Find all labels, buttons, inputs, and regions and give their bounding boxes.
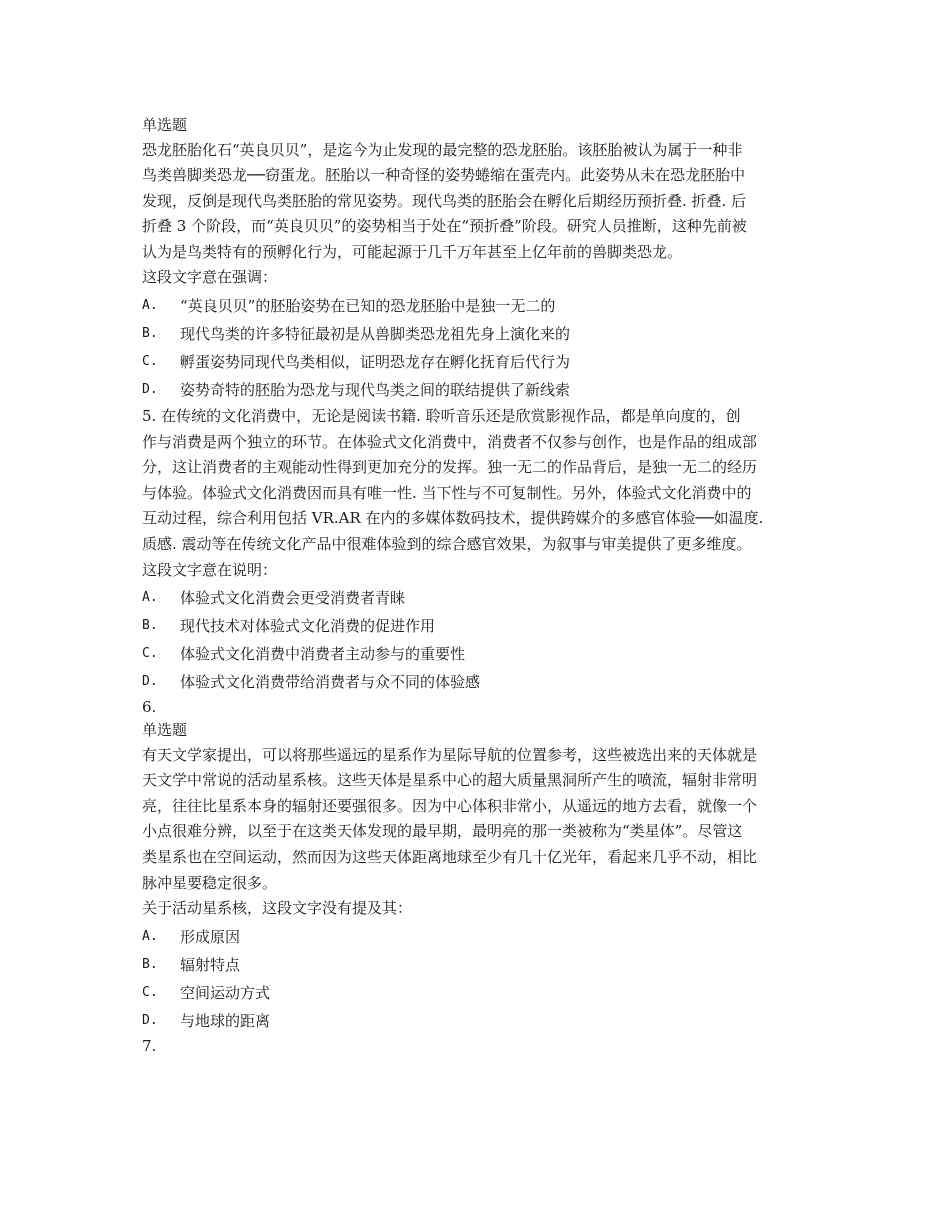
- passage-line: 恐龙胚胎化石“英良贝贝”，是迄今为止发现的最完整的恐龙胚胎。该胚胎被认为属于一种非: [142, 140, 743, 159]
- option-text: 现代技术对体验式文化消费的促进作用: [180, 617, 436, 636]
- option-letter: D.: [142, 381, 158, 397]
- option-c[interactable]: [142, 979, 822, 1007]
- passage-line: 亮，往往比星系本身的辐射还要强很多。因为中心体积非常小，从遥远的地方去看，就像一个: [142, 796, 758, 815]
- option-letter: C.: [142, 984, 158, 1000]
- option-text: 辐射特点: [180, 955, 241, 974]
- option-text: 现代鸟类的许多特征最初是从兽脚类恐龙祖先身上演化来的: [180, 324, 571, 343]
- question-prompt: 这段文字意在说明：: [142, 560, 278, 579]
- question-block-7: [142, 1035, 822, 1057]
- option-list: [142, 584, 822, 696]
- option-letter: A.: [142, 297, 158, 313]
- option-letter: C.: [142, 646, 158, 662]
- passage-line: 折叠 3 个阶段，而“英良贝贝”的姿势相当于处在“预折叠”阶段。研究人员推断，这种先前被: [142, 217, 747, 236]
- option-text: 体验式文化消费会更受消费者青睐: [180, 589, 406, 608]
- option-text: 形成原因: [180, 927, 241, 946]
- option-b[interactable]: [142, 320, 822, 348]
- option-text: 空间运动方式: [180, 983, 271, 1002]
- question-passage: [142, 743, 822, 897]
- option-list: [142, 923, 822, 1035]
- passage-line: 类星系也在空间运动，然而因为这些天体距离地球至少有几十亿光年，看起来几乎不动，相比: [142, 847, 758, 866]
- passage-line: 鸟类兽脚类恐龙──窃蛋龙。胚胎以一种奇怪的姿势蜷缩在蛋壳内。此姿势从未在恐龙胚胎中: [142, 166, 746, 185]
- option-letter: D.: [142, 1012, 158, 1028]
- passage-line: 质感. 震动等在传统文化产品中很难体验到的综合感官效果，为叙事与审美提供了更多维度。: [142, 534, 752, 553]
- question-number: 6.: [142, 698, 157, 717]
- question-type-label: 单选题: [142, 116, 188, 134]
- passage-line: 脉冲星要稳定很多。: [142, 873, 278, 892]
- question-passage: [142, 138, 822, 266]
- option-letter: C.: [142, 353, 158, 369]
- question-prompt: 这段文字意在强调：: [142, 268, 278, 287]
- option-text: 孵蛋姿势同现代鸟类相似，证明恐龙存在孵化抚育后代行为: [180, 352, 571, 371]
- passage-line: 天文学中常说的活动星系核。这些天体是星系中心的超大质量黑洞所产生的喷流，辐射非常明: [142, 771, 758, 790]
- option-c[interactable]: [142, 348, 822, 376]
- option-text: 体验式文化消费带给消费者与众不同的体验感: [180, 673, 481, 692]
- option-d[interactable]: [142, 376, 822, 404]
- option-letter: B.: [142, 618, 158, 634]
- question-number: 7.: [142, 1036, 157, 1055]
- option-d[interactable]: [142, 668, 822, 696]
- passage-line: 分，这让消费者的主观能动性得到更加充分的发挥。独一无二的作品背后，是独一无二的经历: [142, 458, 758, 477]
- option-d[interactable]: [142, 1007, 822, 1035]
- question-block-6: [142, 696, 822, 1035]
- passage-line: 与体验。体验式文化消费因而具有唯一性. 当下性与不可复制性。另外，体验式文化消费中的: [142, 483, 752, 502]
- option-b[interactable]: [142, 951, 822, 979]
- option-list: [142, 292, 822, 404]
- passage-line: 作与消费是两个独立的环节。在体验式文化消费中，消费者不仅参与创作，也是作品的组成部: [142, 432, 758, 451]
- question-block-5: [142, 404, 822, 696]
- question-prompt: 关于活动星系核，这段文字没有提及其：: [142, 899, 413, 918]
- question-block-4: [142, 113, 822, 404]
- option-b[interactable]: [142, 612, 822, 640]
- option-c[interactable]: [142, 640, 822, 668]
- passage-line: 小点很难分辨，以至于在这类天体发现的最早期，最明亮的那一类被称为“类星体”。尽管这: [142, 822, 743, 841]
- passage-line: 5. 在传统的文化消费中，无论是阅读书籍. 聆听音乐还是欣赏影视作品，都是单向度的，创: [142, 406, 741, 425]
- option-a[interactable]: [142, 584, 822, 612]
- option-letter: B.: [142, 325, 158, 341]
- option-letter: D.: [142, 674, 158, 690]
- question-type-label: 单选题: [142, 721, 188, 740]
- option-a[interactable]: [142, 292, 822, 320]
- passage-line: 认为是鸟类特有的预孵化行为，可能起源于几千万年甚至上亿年前的兽脚类恐龙。: [142, 242, 683, 261]
- option-a[interactable]: [142, 923, 822, 951]
- option-text: “英良贝贝”的胚胎姿势在已知的恐龙胚胎中是独一无二的: [180, 296, 556, 315]
- question-passage: [142, 404, 822, 558]
- option-text: 体验式文化消费中消费者主动参与的重要性: [180, 645, 466, 664]
- passage-line: 互动过程，综合利用包括 VR.AR 在内的多媒体数码技术，提供跨媒介的多感官体验──如温度.: [142, 509, 764, 528]
- option-letter: B.: [142, 956, 158, 972]
- document-page: [142, 113, 822, 1057]
- passage-line: 有天文学家提出，可以将那些遥远的星系作为星际导航的位置参考，这些被选出来的天体就是: [142, 745, 758, 764]
- option-letter: A.: [142, 590, 158, 606]
- option-letter: A.: [142, 928, 158, 944]
- option-text: 与地球的距离: [180, 1011, 271, 1030]
- passage-line: 发现，反倒是现代鸟类胚胎的常见姿势。现代鸟类的胚胎会在孵化后期经历预折叠. 折叠. 后: [142, 191, 747, 210]
- option-text: 姿势奇特的胚胎为恐龙与现代鸟类之间的联结提供了新线索: [180, 380, 571, 399]
